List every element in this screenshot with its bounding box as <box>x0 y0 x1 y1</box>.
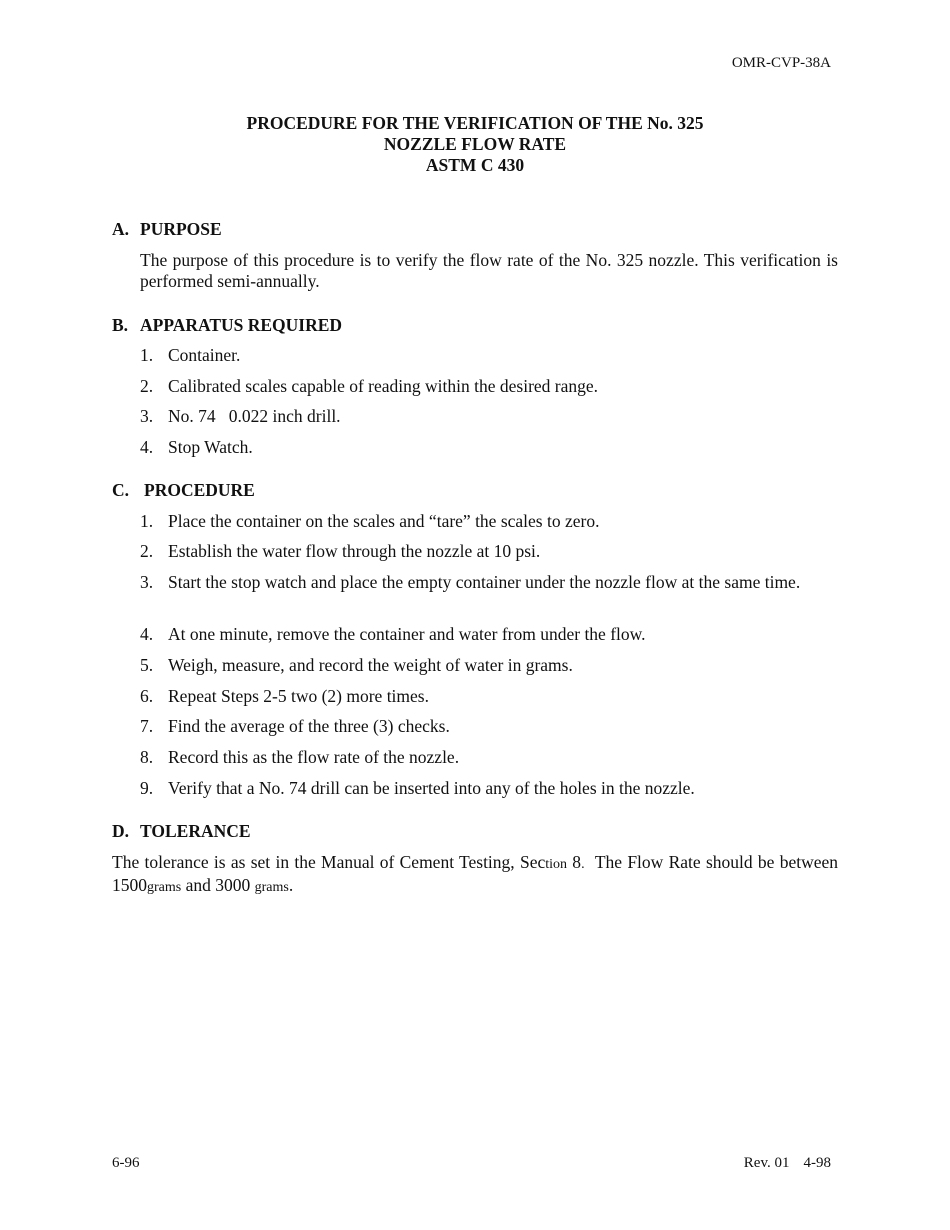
tolerance-text-part: grams <box>254 880 289 895</box>
section-letter: D. <box>112 821 130 841</box>
list-item <box>140 437 838 458</box>
list-number: 4. <box>140 437 154 457</box>
list-item <box>140 572 838 593</box>
list-number: 8. <box>140 747 154 767</box>
list-text: Start the stop watch and place the empty container under the nozzle flow at the same time. <box>168 572 801 592</box>
list-number: 7. <box>140 716 154 736</box>
section-heading-tolerance <box>112 821 251 842</box>
tolerance-text-part: The tolerance is as set in the Manual of Cement Testing, Sec <box>112 852 546 872</box>
list-item <box>140 747 838 768</box>
section-title: TOLERANCE <box>140 821 251 841</box>
purpose-text: The purpose of this procedure is to verify the flow rate of the No. 325 nozzle. This verification is performed semi-annually. <box>140 250 838 291</box>
list-text: Verify that a No. 74 drill can be inserted into any of the holes in the nozzle. <box>168 778 695 798</box>
list-item <box>140 511 838 532</box>
section-heading-procedure <box>112 480 255 501</box>
list-text: Establish the water flow through the nozzle at 10 psi. <box>168 541 541 561</box>
tolerance-text <box>112 852 843 898</box>
list-text: Record this as the flow rate of the nozzle. <box>168 747 460 767</box>
list-number: 3. <box>140 406 154 426</box>
tolerance-text-part: grams <box>147 880 182 895</box>
title-line-2: NOZZLE FLOW RATE <box>383 134 567 154</box>
tolerance-text-part: . <box>581 857 585 872</box>
tolerance-text-part: The Flow Rate should be between 1500 <box>112 852 843 895</box>
list-text: Calibrated scales capable of reading within the desired range. <box>168 376 599 396</box>
list-number: 9. <box>140 778 154 798</box>
list-item <box>140 406 838 427</box>
section-heading-purpose <box>112 219 222 240</box>
tolerance-text-part: . <box>288 875 294 895</box>
list-number: 1. <box>140 345 154 365</box>
list-item <box>140 778 838 799</box>
list-number: 1. <box>140 511 154 531</box>
list-text: Repeat Steps 2-5 two (2) more times. <box>168 686 429 706</box>
section-title: APPARATUS REQUIRED <box>140 315 343 335</box>
list-number: 2. <box>140 376 154 396</box>
list-item <box>140 655 838 676</box>
list-number: 3. <box>140 572 154 592</box>
list-text: Weigh, measure, and record the weight of water in grams. <box>168 655 573 675</box>
tolerance-text-part: and 3000 <box>181 875 255 895</box>
list-text: Find the average of the three (3) checks. <box>168 716 450 736</box>
document-id: OMR-CVP-38A <box>731 55 831 71</box>
list-text: Container. <box>168 345 241 365</box>
section-heading-apparatus <box>112 315 342 336</box>
list-text: Stop Watch. <box>168 437 253 457</box>
list-item <box>140 716 838 737</box>
section-letter: A. <box>112 219 130 239</box>
list-text: No. 74 0.022 inch drill. <box>168 406 341 426</box>
section-letter: B. <box>112 315 129 335</box>
page-title <box>0 113 950 176</box>
footer-revision <box>744 1155 831 1172</box>
section-title: PURPOSE <box>140 219 222 239</box>
list-item <box>140 376 838 397</box>
tolerance-text-part: 8 <box>567 852 582 872</box>
footer-rev-date: 4-98 <box>803 1155 831 1171</box>
list-item <box>140 686 838 707</box>
list-number: 5. <box>140 655 154 675</box>
section-title: PROCEDURE <box>144 480 255 500</box>
list-item <box>140 541 838 562</box>
list-text: Place the container on the scales and “tare” the scales to zero. <box>168 511 600 531</box>
title-line-1: PROCEDURE FOR THE VERIFICATION OF THE No. 325 <box>246 113 704 133</box>
section-letter: C. <box>112 480 130 500</box>
list-item <box>140 624 838 645</box>
list-text: At one minute, remove the container and water from under the flow. <box>168 624 646 644</box>
title-line-3: ASTM C 430 <box>425 155 525 175</box>
list-number: 6. <box>140 686 154 706</box>
footer-rev: Rev. 01 <box>743 1155 790 1171</box>
list-number: 2. <box>140 541 154 561</box>
tolerance-text-part: tion <box>545 857 568 872</box>
footer-issue-date: 6-96 <box>112 1155 140 1171</box>
list-number: 4. <box>140 624 154 644</box>
list-item <box>140 345 838 366</box>
